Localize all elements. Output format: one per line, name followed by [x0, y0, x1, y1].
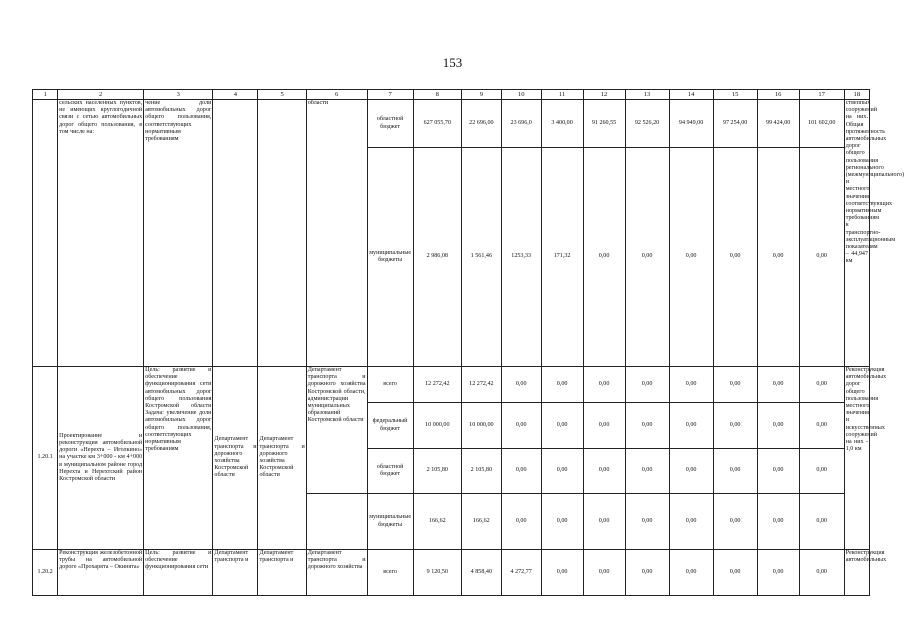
col-num: 10: [501, 90, 541, 100]
column-number-row: [33, 90, 870, 100]
amount-cell: 0,00: [501, 494, 541, 550]
col-num: 6: [306, 90, 367, 100]
amount-cell: 0,00: [583, 494, 625, 550]
table-row: [33, 550, 870, 596]
measure-description: Проектирование и реконструкция автомобильной дороги «Нерехта – Иголкино» на участке км 3+000 - км 4+000 в муниципальном районе город Нерехта и Нерехтский район Костромской области: [58, 367, 144, 550]
responsible: Департамент транспорта и дорожного хозяйства: [306, 550, 367, 596]
page-number: 153: [442, 55, 463, 70]
col-num: 13: [625, 90, 669, 100]
amount-cell: 0,00: [583, 449, 625, 494]
amount-cell: 0,00: [757, 449, 799, 494]
amount-cell: 0,00: [799, 494, 844, 550]
amount-cell: 0,00: [799, 550, 844, 596]
amount-cell: 171,32: [541, 148, 583, 367]
col-num: 1: [33, 90, 58, 100]
amount-cell: 0,00: [583, 148, 625, 367]
executor: Департамент транспорта и: [213, 550, 258, 596]
amount-cell: 0,00: [713, 494, 757, 550]
amount-cell: 0,00: [541, 403, 583, 449]
amount-cell: 0,00: [799, 148, 844, 367]
amount-cell: 0,00: [669, 148, 713, 367]
amount-cell: 0,00: [541, 449, 583, 494]
amount-cell: 0,00: [713, 148, 757, 367]
amount-cell: 166,62: [413, 494, 461, 550]
amount-cell: 0,00: [669, 550, 713, 596]
program-table: [32, 89, 905, 596]
amount-cell: 0,00: [757, 148, 799, 367]
amount-cell: 0,00: [541, 550, 583, 596]
funding-source: областной бюджет: [367, 449, 413, 494]
amount-cell: 0,00: [669, 403, 713, 449]
measure-description: Реконструкция железобетонной трубы на автомобильной дороге «Прохарята – Окинята»: [58, 550, 144, 596]
amount-cell: 2 986,08: [413, 148, 461, 367]
amount-cell: 94 949,00: [669, 100, 713, 148]
amount-cell: 0,00: [625, 449, 669, 494]
funding-source: всего: [367, 367, 413, 403]
col-num: 11: [541, 90, 583, 100]
amount-cell: 0,00: [713, 403, 757, 449]
amount-cell: 2 105,80: [461, 449, 501, 494]
col-num: 18: [844, 90, 869, 100]
amount-cell: 0,00: [501, 403, 541, 449]
co-executor: Департамент транспорта и: [258, 550, 306, 596]
table-row: [33, 367, 870, 403]
amount-cell: 97 254,00: [713, 100, 757, 148]
amount-cell: 0,00: [583, 403, 625, 449]
amount-cell: 0,00: [669, 494, 713, 550]
amount-cell: 0,00: [625, 148, 669, 367]
funding-source: муниципальные бюджеты: [367, 494, 413, 550]
responsible: области: [306, 100, 367, 367]
amount-cell: 22 696,00: [461, 100, 501, 148]
expected-result: ствеппых сооружений на них. Общая протяженность автомобильных дорог общего пользования регионального (межмуниципального) и местного значения, соответствующих нормативным требованиям к транспортно-эксплуатационным показателям – 44,947 км: [844, 100, 869, 367]
amount-cell: 0,00: [625, 494, 669, 550]
amount-cell: 0,00: [583, 367, 625, 403]
measure-number: 1.20.2: [33, 550, 58, 596]
amount-cell: 10 000,00: [413, 403, 461, 449]
amount-cell: 10 000,00: [461, 403, 501, 449]
amount-cell: 0,00: [757, 494, 799, 550]
col-num: 4: [213, 90, 258, 100]
amount-cell: 92 526,20: [625, 100, 669, 148]
col-num: 2: [58, 90, 144, 100]
measure-description: сельских населенных пунктов, не имеющих круглогодичной связи с сетью автомобильных дорог общего пользования, в том числе на:: [58, 100, 144, 367]
col-num: 9: [461, 90, 501, 100]
col-num: 16: [757, 90, 799, 100]
amount-cell: 3 400,00: [541, 100, 583, 148]
responsible: Департамент транспорта и дорожного хозяйства Костромской области, администрации муниципальных образований Костромской области: [306, 367, 367, 494]
amount-cell: 0,00: [541, 494, 583, 550]
funding-source: областной бюджет: [367, 100, 413, 148]
amount-cell: 0,00: [757, 550, 799, 596]
amount-cell: 0,00: [713, 367, 757, 403]
amount-cell: 4 858,40: [461, 550, 501, 596]
amount-cell: 627 055,70: [413, 100, 461, 148]
funding-source: всего: [367, 550, 413, 596]
amount-cell: 0,00: [625, 367, 669, 403]
amount-cell: 0,00: [799, 449, 844, 494]
col-num: 12: [583, 90, 625, 100]
measure-goal: чение доли автомобильных дорог общего пользования, соответствующих нормативным требованиям: [144, 100, 213, 367]
measure-number: 1.20.1: [33, 367, 58, 550]
amount-cell: 0,00: [799, 367, 844, 403]
amount-cell: 0,00: [583, 550, 625, 596]
amount-cell: 0,00: [757, 367, 799, 403]
amount-cell: 12 272,42: [461, 367, 501, 403]
amount-cell: 0,00: [713, 449, 757, 494]
amount-cell: 0,00: [669, 367, 713, 403]
amount-cell: 2 105,80: [413, 449, 461, 494]
funding-source: федеральный бюджет: [367, 403, 413, 449]
col-num: 8: [413, 90, 461, 100]
measure-goal: Цель: развитие и обеспечение функционирования сети автомобильных дорог общего пользования Костромской области Задача: увеличение доли автомобильных дорог общего пользования, соответствующих нормативным требованиям: [144, 367, 213, 550]
amount-cell: 0,00: [799, 403, 844, 449]
amount-cell: 166,62: [461, 494, 501, 550]
amount-cell: 0,00: [501, 449, 541, 494]
col-num: 5: [258, 90, 306, 100]
measure-goal: Цель: развитие и обеспечение функционирования сети: [144, 550, 213, 596]
amount-cell: 0,00: [501, 367, 541, 403]
amount-cell: 0,00: [541, 367, 583, 403]
amount-cell: 0,00: [625, 550, 669, 596]
executor: Департамент транспорта и дорожного хозяйства Костромской области: [213, 367, 258, 550]
amount-cell: 4 272,77: [501, 550, 541, 596]
col-num: 17: [799, 90, 844, 100]
amount-cell: 1 561,46: [461, 148, 501, 367]
amount-cell: 101 602,00: [799, 100, 844, 148]
expected-result: Реконструкция автомобильных: [844, 550, 869, 596]
amount-cell: 0,00: [713, 550, 757, 596]
amount-cell: 91 260,55: [583, 100, 625, 148]
amount-cell: 0,00: [625, 403, 669, 449]
amount-cell: 23 696,0: [501, 100, 541, 148]
col-num: 15: [713, 90, 757, 100]
amount-cell: 0,00: [757, 403, 799, 449]
col-num: 3: [144, 90, 213, 100]
col-num: 7: [367, 90, 413, 100]
expected-result: Реконструкция автомобильных дорог общего пользования местного значения и искусственных сооружений на них - 1,0 км: [844, 367, 869, 550]
amount-cell: 9 120,50: [413, 550, 461, 596]
co-executor: Департамент транспорта и дорожного хозяйства Костромской области: [258, 367, 306, 550]
amount-cell: 12 272,42: [413, 367, 461, 403]
amount-cell: 1253,33: [501, 148, 541, 367]
amount-cell: 0,00: [669, 449, 713, 494]
table-row: [33, 100, 870, 148]
funding-source: муниципальные бюджеты: [367, 148, 413, 367]
amount-cell: 99 424,00: [757, 100, 799, 148]
col-num: 14: [669, 90, 713, 100]
